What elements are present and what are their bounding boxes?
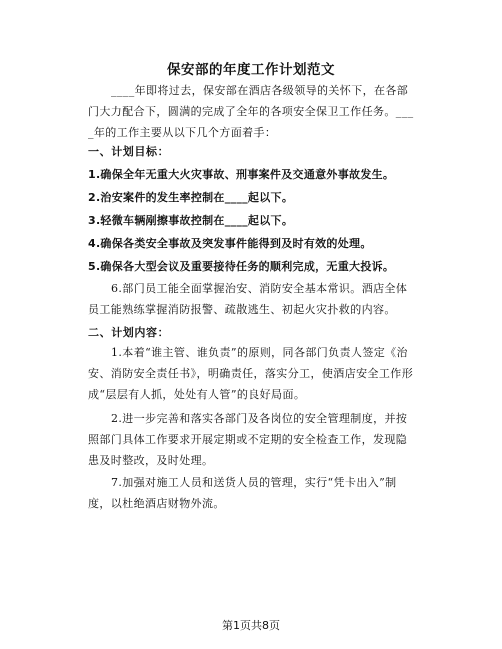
intro-paragraph: ____年即将过去，保安部在酒店各级领导的关怀下，在各部门大力配合下，圆满的完成了全年的各项安全保卫工作任务。____年的工作主要从以下几个方面着手： xyxy=(88,84,414,139)
goal-item-6: 6.部门员工能全面掌握治安、消防安全基本常识。酒店全体员工能熟练掌握消防报警、疏散逃生、初起火灾扑救的内容。 xyxy=(88,282,408,316)
content-item: 2.进一步完善和落实各部门及各岗位的安全管理制度，并按照部门具体工作要求开展定期或不定期的安全检查工作，发现隐患及时整改，及时处理。 xyxy=(88,412,408,467)
content-item: 7.加强对施工人员和送货人员的管理，实行“凭卡出入”制度，以杜绝酒店财物外流。 xyxy=(88,476,397,510)
document-title: 保安部的年度工作计划范文 xyxy=(167,62,335,78)
goal-item: 4.确保各类安全事故及突发事件能得到及时有效的处理。 xyxy=(88,237,372,250)
goal-item: 3.轻微车辆剐擦事故控制在____起以下。 xyxy=(88,214,294,227)
content-item: 1.本着“谁主管、谁负责”的原则，同各部门负责人签定《治安、消防安全责任书》，明确责任，落实分工，使酒店安全工作形成“层层有人抓，处处有人管”的良好局面。 xyxy=(88,346,414,401)
goal-item: 5.确保各大型会议及重要接待任务的顺利完成，无重大投诉。 xyxy=(88,260,395,273)
section-heading-goals: 一、计划目标： xyxy=(88,145,170,158)
goal-item: 1.确保全年无重大火灾事故、刑事案件及交通意外事故发生。 xyxy=(88,168,395,181)
page-number: 第1页共8页 xyxy=(222,619,280,632)
section-heading-content: 二、计划内容： xyxy=(88,326,170,339)
goal-item: 2.治安案件的发生率控制在____起以下。 xyxy=(88,191,294,204)
